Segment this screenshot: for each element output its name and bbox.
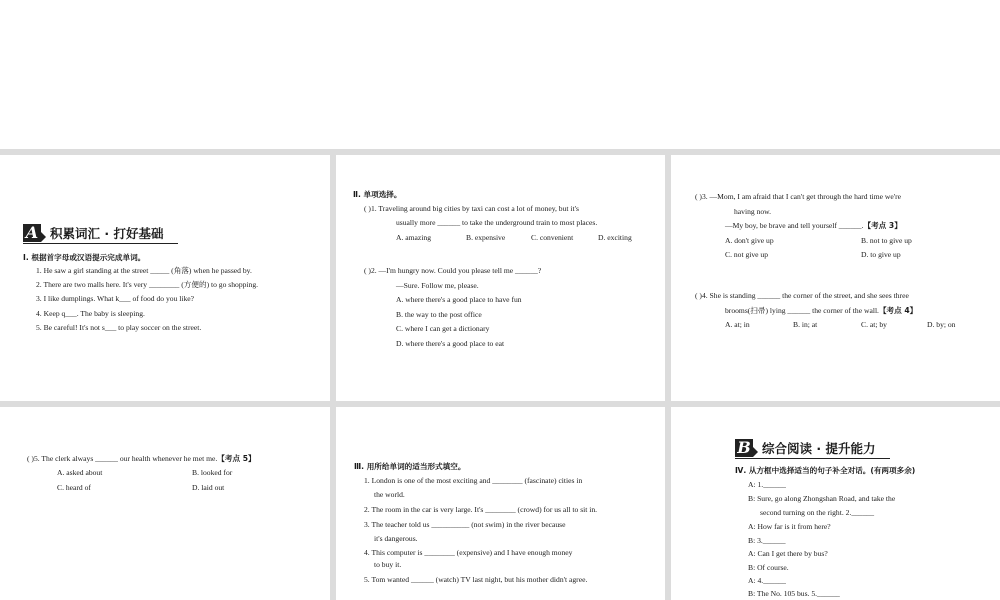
- banner-letter-a: A: [23, 224, 41, 242]
- question-stem: —Sure. Follow me, please.: [396, 281, 479, 290]
- banner-triangle-icon: [41, 232, 46, 242]
- section-banner-a: [23, 224, 178, 244]
- exercise-line: 1. London is one of the most exciting and ________ (fascinate) cities in: [364, 476, 583, 485]
- exercise-line: 4. Keep q___. The baby is sleeping.: [36, 309, 145, 318]
- option: B. expensive: [466, 233, 506, 242]
- page-word-forms: [336, 407, 665, 600]
- dialogue-line: A: Can I get there by bus?: [748, 549, 828, 558]
- option: B. not to give up: [861, 236, 912, 245]
- dialogue-line: B: 3.______: [748, 536, 786, 545]
- exercise-line: 5. Be careful! It's not s___ to play soccer on the street.: [36, 323, 202, 332]
- page-multiple-choice: [336, 155, 665, 401]
- page-multiple-choice-cont: [671, 155, 1000, 401]
- exercise-line: 2. There are two malls here. It's very ________ (方便的) to go shopping.: [36, 280, 259, 289]
- question-stem: ( )2. —I'm hungry now. Could you please tell me ______?: [364, 266, 542, 275]
- dialogue-line: B: Sure, go along Zhongshan Road, and take the: [748, 494, 896, 503]
- part-heading-2: Ⅱ. 单项选择。: [353, 190, 402, 199]
- exercise-line: 5. Tom wanted ______ (watch) TV last night, but his mother didn't agree.: [364, 575, 588, 584]
- option: D. laid out: [192, 483, 225, 492]
- option: B. the way to the post office: [396, 310, 482, 319]
- option: C. where I can get a dictionary: [396, 324, 490, 333]
- banner-triangle-icon: [753, 447, 758, 457]
- part-heading-3: Ⅲ. 用所给单词的适当形式填空。: [354, 462, 466, 471]
- page-reading: [671, 407, 1000, 600]
- exercise-line: 3. The teacher told us __________ (not swim) in the river because: [364, 520, 566, 529]
- top-blank-area: [0, 0, 1000, 149]
- exercise-line: it's dangerous.: [374, 534, 418, 543]
- option: B. looked for: [192, 468, 233, 477]
- page-vocabulary: [0, 155, 330, 401]
- option: C. not give up: [725, 250, 769, 259]
- dialogue-line: B: Of course.: [748, 563, 789, 572]
- exercise-line: 3. I like dumplings. What k___ of food do you like?: [36, 294, 195, 303]
- page-multiple-choice-end: [0, 407, 330, 600]
- option: D. exciting: [598, 233, 632, 242]
- option: D. to give up: [861, 250, 901, 259]
- exercise-line: 2. The room in the car is very large. It's ________ (crowd) for us all to sit in.: [364, 505, 598, 514]
- option: A. asked about: [57, 468, 103, 477]
- option: C. heard of: [57, 483, 91, 492]
- option: A. amazing: [396, 233, 432, 242]
- dialogue-line: A: 1.______: [748, 480, 786, 489]
- question-stem: [27, 454, 256, 464]
- option: A. at; in: [725, 320, 750, 329]
- exercise-line: the world.: [374, 490, 405, 499]
- question-stem: ( )1. Traveling around big cities by taxi can cost a lot of money, but it's: [364, 204, 579, 213]
- question-stem: ( )3. —Mom, I am afraid that I can't get through the hard time we're: [695, 192, 902, 201]
- banner-letter-b: B: [735, 439, 753, 457]
- stem-text: —My boy, be brave and tell yourself ______.: [725, 221, 864, 230]
- section-banner-b: [735, 439, 890, 459]
- question-stem: [725, 306, 917, 316]
- banner-rule: [23, 243, 178, 244]
- option: A. don't give up: [725, 236, 774, 245]
- dialogue-line: second turning on the right. 2.______: [760, 508, 875, 517]
- question-stem: [725, 221, 902, 231]
- banner-title-b: 综合阅读 · 提升能力: [762, 441, 876, 456]
- dialogue-line: A: 4.______: [748, 576, 786, 585]
- dialogue-line: A: How far is it from here?: [748, 522, 831, 531]
- exercise-line: to buy it.: [374, 560, 402, 569]
- option: C. at; by: [861, 320, 887, 329]
- banner-title-a: 积累词汇 · 打好基础: [50, 226, 164, 241]
- exam-point-tag: 【考点 4】: [878, 306, 918, 315]
- exercise-line: 4. This computer is ________ (expensive) and I have enough money: [364, 548, 573, 557]
- option: A. where there's a good place to have fun: [396, 295, 522, 304]
- option: D. by; on: [927, 320, 956, 329]
- banner-rule: [735, 458, 890, 459]
- question-stem: ( )4. She is standing ______ the corner of the street, and she sees three: [695, 291, 909, 300]
- question-stem: having now.: [734, 207, 772, 216]
- part-heading-1: Ⅰ. 根据首字母或汉语提示完成单词。: [23, 253, 146, 262]
- dialogue-line: B: The No. 105 bus. 5.______: [748, 589, 840, 598]
- option: C. convenient: [531, 233, 574, 242]
- exam-point-tag: 【考点 5】: [217, 454, 256, 463]
- exercise-line: 1. He saw a girl standing at the street _____ (角落) when he passed by.: [36, 266, 252, 275]
- stem-text: brooms(扫帚) lying ______ the corner of the wall.: [725, 306, 879, 315]
- stem-text: ( )5. The clerk always ______ our health whenever he met me.: [27, 454, 218, 463]
- option: D. where there's a good place to eat: [396, 339, 505, 348]
- exam-point-tag: 【考点 3】: [863, 221, 902, 230]
- part-heading-4: Ⅳ. 从方框中选择适当的句子补全对话。(有两项多余): [735, 466, 916, 475]
- option: B. in; at: [793, 320, 818, 329]
- question-stem: usually more ______ to take the underground train to most places.: [396, 218, 598, 227]
